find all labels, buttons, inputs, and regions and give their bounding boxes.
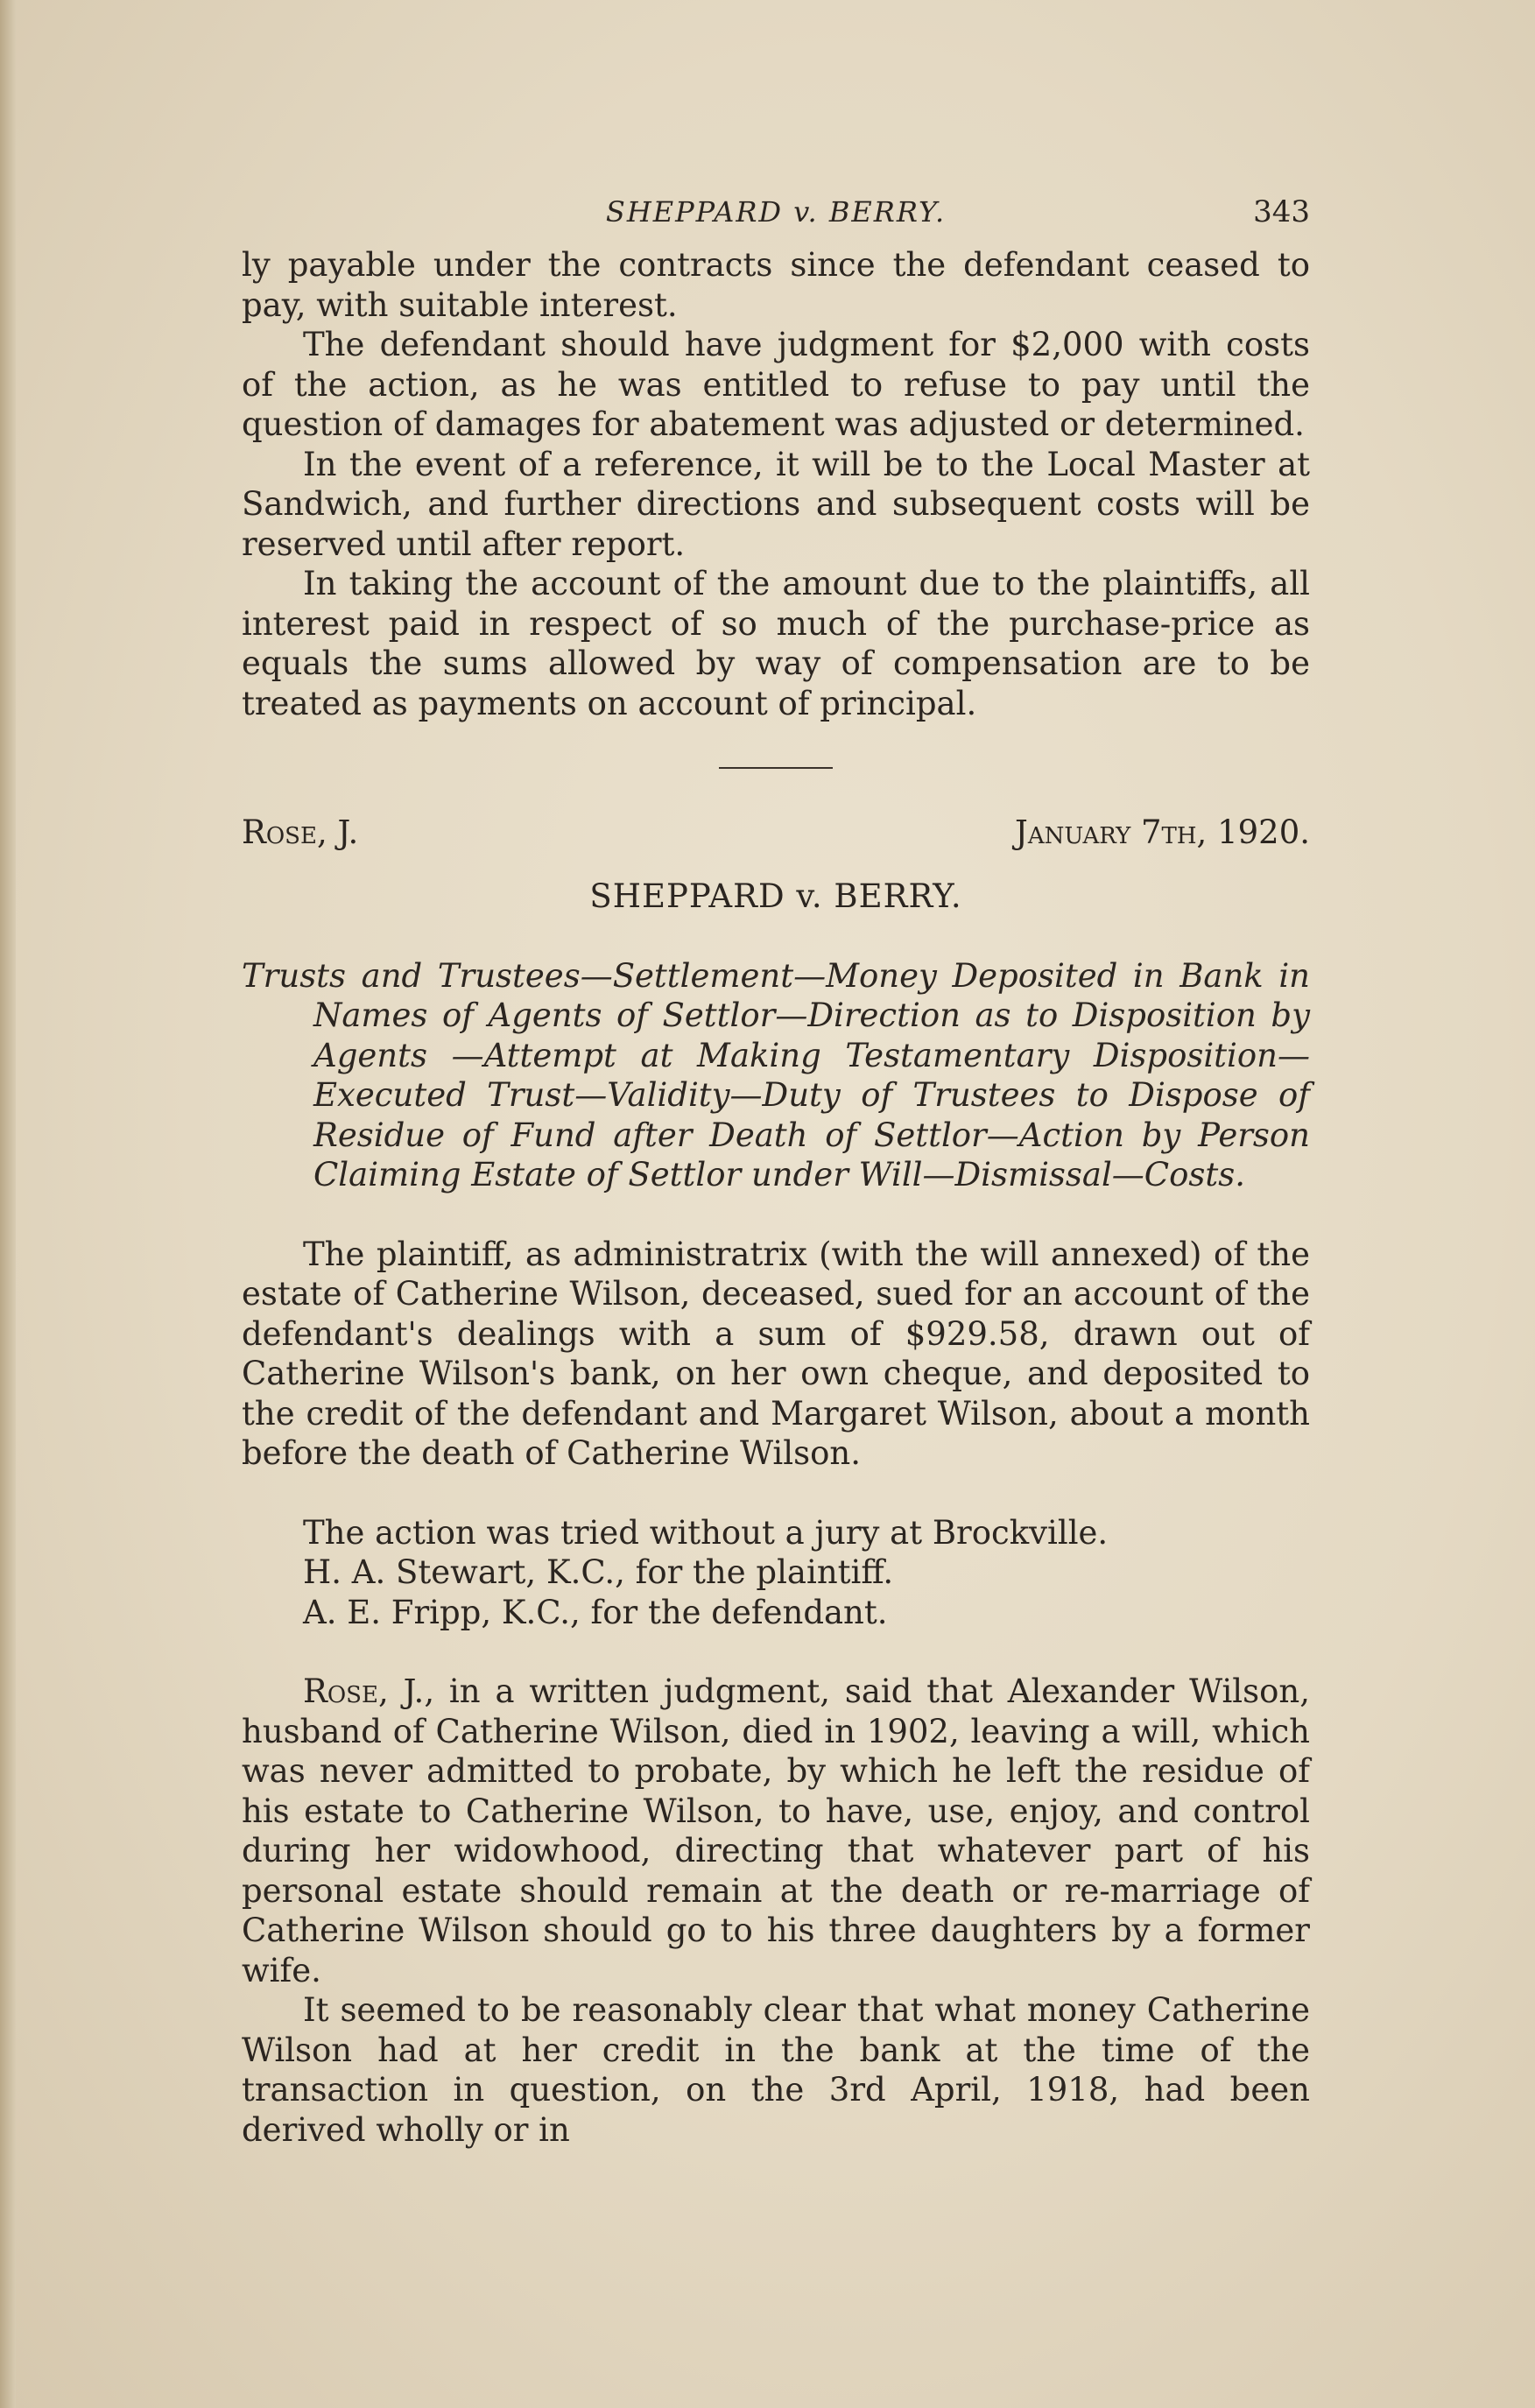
case-title: SHEPPARD v. BERRY. [589,877,962,915]
dateline [242,813,1310,855]
book-spine-edge [0,0,16,2408]
running-head-title: SHEPPARD v. BERRY. [605,195,947,229]
page-body [242,193,1310,2150]
carryover-paragraph: In the event of a reference, it will be to the Local Master at Sandwich, and further directions and subsequent costs will be reserved until after report. [242,445,1310,563]
judgment-paragraph: It seemed to be reasonably clear that what money Catherine Wilson had at her credit in the bank at the time of the transaction in question, on the 3rd April, 1918, had been derived wholly or in [242,1991,1310,2149]
judgment-judge: Rose, J. [303,1672,425,1710]
headnote-text: Trusts and Trustees—Settlement—Money Deposited in Bank in Names of Agents of Settlor—Direction as to Disposition by Agents —Attempt at Making Testamentary Disposition—Executed Trust—Validity—Duty of Trustees to Dispose of Residue of Fund after Death of Settlor—Action by Person Claiming Estate of Settlor under Will—Dismissal—Costs. [242,956,1310,1193]
counsel-defendant: A. E. Fripp, K.C., for the defendant. [303,1593,888,1631]
judgment-paragraph [242,1672,1310,1990]
carryover-paragraph: The defendant should have judgment for $2,000 with costs of the action, as he was entitled to refuse to pay until the question of damages for abatement was adjusted or determined. [242,326,1310,443]
statement-of-facts: The plaintiff, as administratrix (with the will annexed) of the estate of Catherine Wilson, deceased, sued for an account of the defendant's dealings with a sum of $929.58, drawn out of Catherine Wilson's bank, on her own cheque, and deposited to the credit of the defendant and Margaret Wilson, about a month before the death of Catherine Wilson. [242,1235,1310,1472]
dateline-date: January 7th, 1920. [1015,813,1310,851]
carryover-paragraph: ly payable under the contracts since the defendant ceased to pay, with suitable interest. [242,246,1310,324]
judgment-text: , in a written judgment, said that Alexander Wilson, husband of Catherine Wilson, died in 1902, leaving a will, which was never admitted to probate, by which he left the residue of his estate to Catherine Wilson, to have, use, enjoy, and control during her widowhood, directing that whatever part of his personal estate should remain at the death or re-marriage of Catherine Wilson should go to his three daughters by a former wife. [242,1672,1310,1989]
headnote [242,956,1310,1195]
page-number: 343 [1253,194,1310,229]
section-divider [719,767,833,769]
carryover-paragraph: In taking the account of the amount due to the plaintiffs, all interest paid in respect of so much of the purchase-price as equals the sums allowed by way of compensation are to be treated as payments on account of principal. [242,565,1310,722]
counsel-plaintiff: H. A. Stewart, K.C., for the plaintiff. [303,1553,894,1591]
dateline-judge: Rose, J. [242,813,359,851]
trial-details [242,1513,1310,1633]
trial-venue: The action was tried without a jury at Brockville. [303,1513,1109,1552]
running-head [242,193,1310,245]
